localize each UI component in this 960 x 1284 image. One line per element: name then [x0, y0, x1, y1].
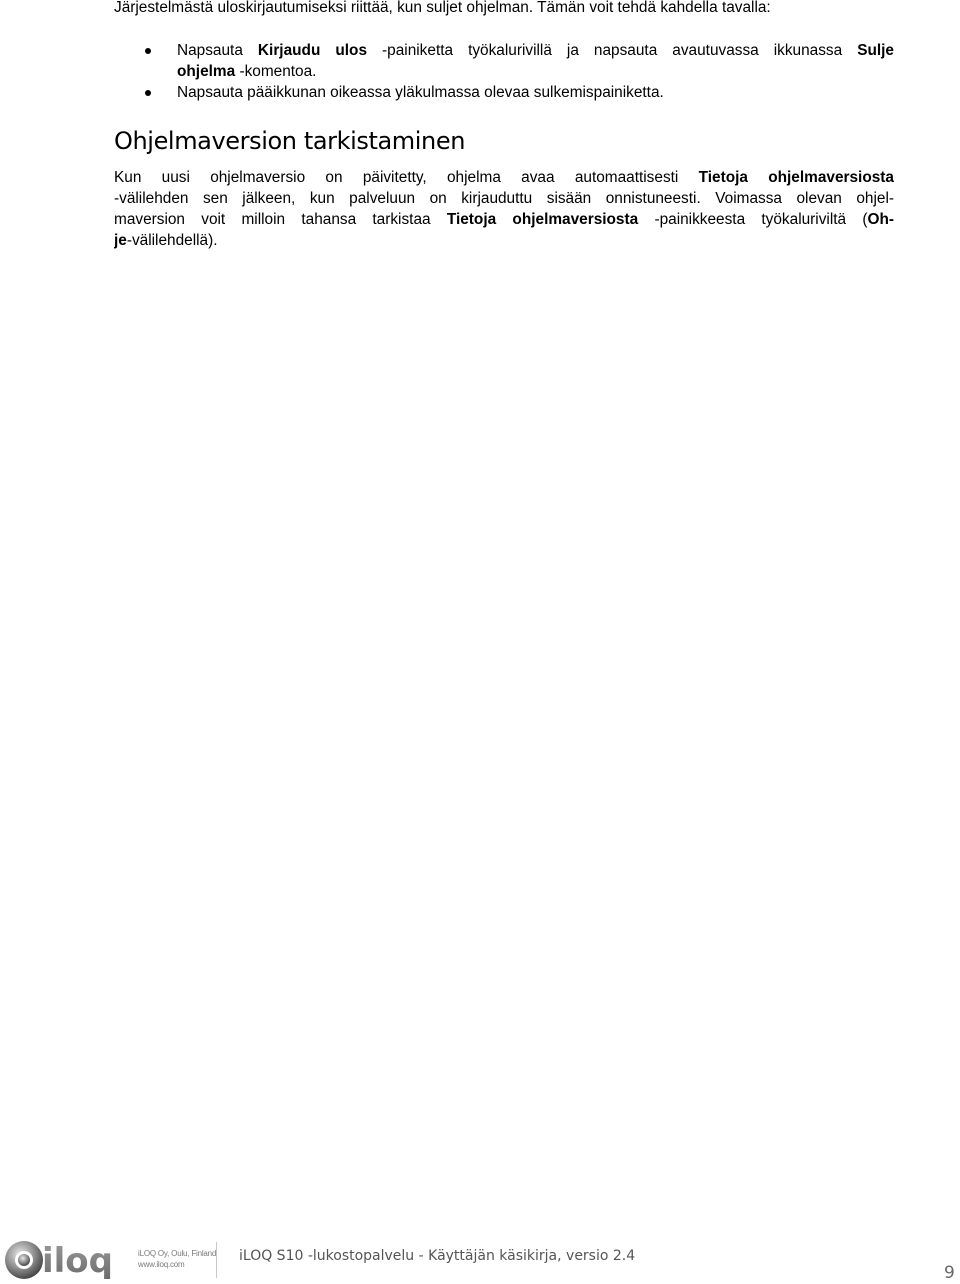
company-address: iLOQ Oy, Oulu, Finland [138, 1249, 217, 1258]
sulje-ohjelma-term: Sulje [857, 42, 894, 59]
logo-wordmark: iloq [42, 1241, 114, 1281]
bullet-text: Napsauta pääikkunan oikeassa yläkulmassa olevaa sulkemispainiketta. [177, 84, 664, 101]
list-item [114, 40, 894, 82]
bullet-icon [145, 90, 151, 96]
paragraph-line: je-välilehdellä). [114, 232, 218, 249]
version-check-paragraph [114, 167, 894, 251]
list-item [114, 82, 894, 103]
tietoja-ohjelmaversiosta-term: Tietoja ohjelmaversiosta [698, 169, 894, 186]
footer-document-title: iLOQ S10 -lukostopalvelu - Käyttäjän käsikirja, versio 2.4 [239, 1248, 636, 1264]
ohje-term: je [114, 232, 127, 249]
kirjaudu-ulos-term: Kirjaudu ulos [257, 42, 368, 59]
intro-paragraph: Järjestelmästä uloskirjautumiseksi riittää, kun suljet ohjelman. Tämän voit tehdä kahdella tavalla: [114, 0, 771, 16]
iloq-logo [4, 1232, 122, 1284]
page-number: 9 [944, 1263, 955, 1283]
company-info [138, 1248, 216, 1270]
bullet-text: Napsauta Kirjaudu ulos -painiketta työkalurivillä ja napsauta avautuvassa ikkunassa Sulje [177, 42, 894, 59]
paragraph-line: -välilehden sen jälkeen, kun palveluun on kirjauduttu sisään onnistuneesti. Voimassa olevan ohjel- [114, 190, 894, 207]
tietoja-ohjelmaversiosta-term: Tietoja ohjelmaversiosta [446, 211, 639, 228]
bullet-icon [145, 48, 151, 54]
logout-options-list [114, 40, 894, 103]
footer-divider [216, 1242, 217, 1278]
company-website: www.iloq.com [138, 1260, 185, 1269]
bullet-text-continuation: ohjelma -komentoa. [177, 63, 317, 80]
paragraph-line: Kun uusi ohjelmaversio on päivitetty, ohjelma avaa automaattisesti Tietoja ohjelmaversiosta [114, 169, 894, 186]
page-footer [0, 1230, 960, 1284]
section-heading: Ohjelmaversion tarkistaminen [114, 127, 466, 155]
ohje-term: Oh- [867, 211, 894, 228]
paragraph-line: maversion voit milloin tahansa tarkistaa Tietoja ohjelmaversiosta -painikkeesta työkaluriviltä (Oh- [114, 211, 894, 228]
